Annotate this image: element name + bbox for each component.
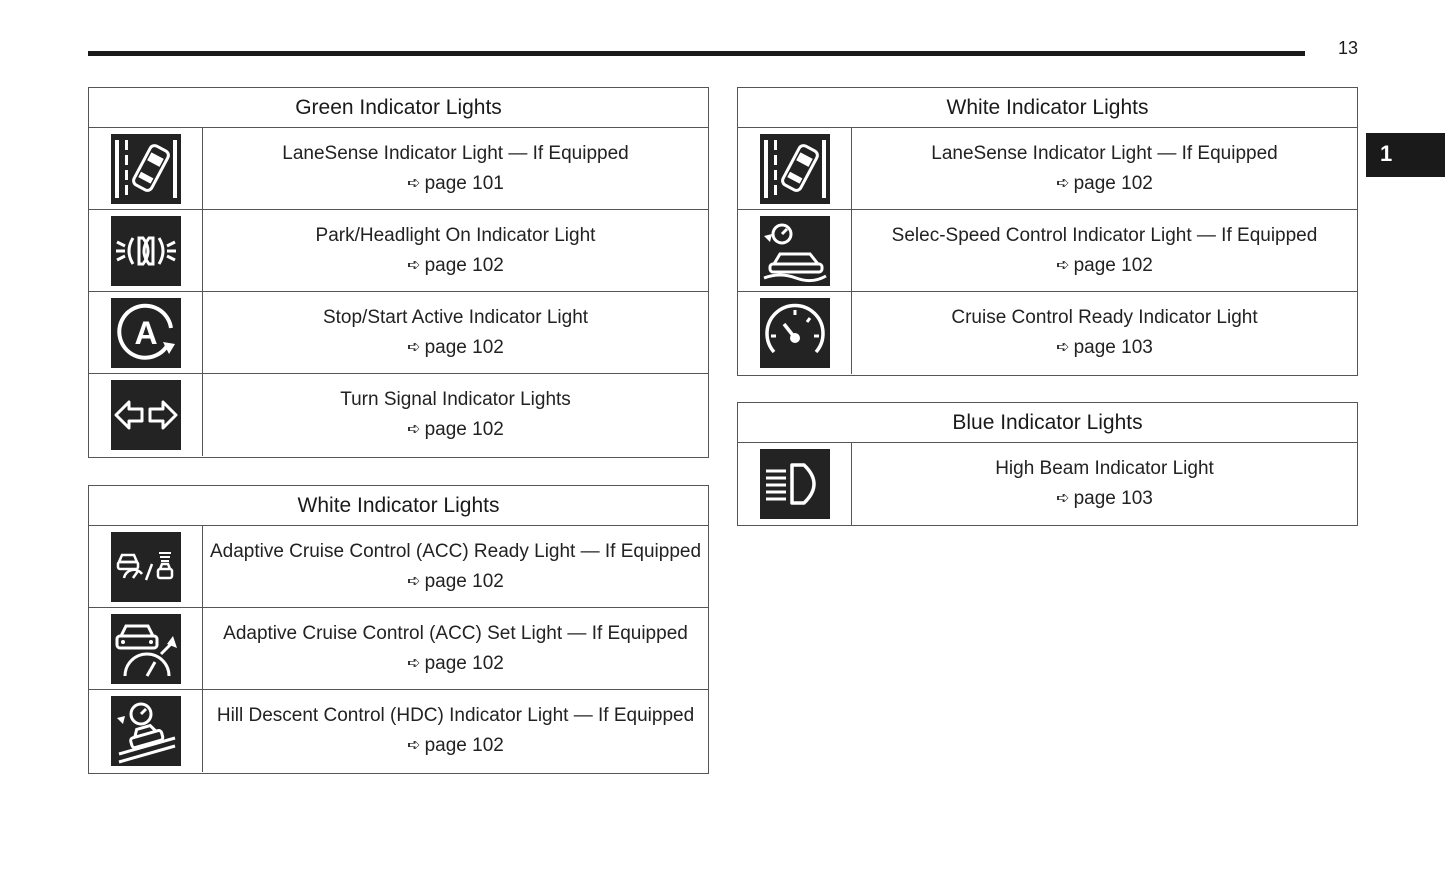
table-title: Green Indicator Lights bbox=[89, 88, 708, 128]
table-row bbox=[89, 608, 708, 690]
page-link[interactable]: ➪ page 102 bbox=[407, 333, 504, 363]
page-link[interactable]: ➪ page 102 bbox=[1056, 169, 1153, 199]
row-label: Selec-Speed Control Indicator Light — If Equipped bbox=[891, 224, 1318, 246]
page-link[interactable]: ➪ page 101 bbox=[407, 169, 504, 199]
row-label: High Beam Indicator Light bbox=[995, 458, 1214, 479]
page-number: 13 bbox=[1337, 38, 1358, 58]
page-link[interactable]: ➪ page 102 bbox=[407, 731, 504, 761]
high-beam-icon bbox=[760, 449, 830, 519]
blue-indicator-table bbox=[737, 402, 1358, 526]
table-row bbox=[738, 128, 1357, 210]
page-link[interactable]: ➪ page 102 bbox=[407, 649, 504, 679]
arrow-icon: ➪ bbox=[407, 654, 421, 672]
green-indicator-table bbox=[88, 87, 709, 458]
page-link[interactable]: ➪ page 103 bbox=[1056, 333, 1153, 363]
arrow-icon: ➪ bbox=[407, 572, 421, 590]
row-label: Adaptive Cruise Control (ACC) Ready Light — If Equipped bbox=[209, 540, 702, 562]
table-row bbox=[89, 292, 708, 374]
table-title: Blue Indicator Lights bbox=[738, 403, 1357, 443]
hill-descent-icon bbox=[111, 696, 181, 766]
row-label: Turn Signal Indicator Lights bbox=[340, 389, 571, 410]
arrow-icon: ➪ bbox=[1056, 490, 1070, 507]
selec-speed-icon bbox=[760, 216, 830, 286]
turn-signal-icon bbox=[111, 380, 181, 450]
acc-set-icon bbox=[111, 614, 181, 684]
park-headlight-icon bbox=[111, 216, 181, 286]
arrow-icon: ➪ bbox=[407, 737, 421, 754]
lanesense-icon bbox=[760, 134, 830, 204]
row-label: Cruise Control Ready Indicator Light bbox=[951, 307, 1258, 328]
chapter-tab[interactable]: 1 bbox=[1366, 133, 1445, 177]
arrow-icon: ➪ bbox=[407, 338, 421, 356]
stop-start-icon bbox=[111, 298, 181, 368]
table-row bbox=[738, 443, 1357, 525]
arrow-icon: ➪ bbox=[1056, 256, 1070, 274]
table-title: White Indicator Lights bbox=[89, 486, 708, 526]
table-row bbox=[89, 128, 708, 210]
table-row bbox=[89, 374, 708, 456]
arrow-icon: ➪ bbox=[407, 256, 421, 274]
page-link[interactable]: ➪ page 102 bbox=[1056, 251, 1153, 281]
svg-text:A: A bbox=[133, 314, 158, 351]
row-label: Hill Descent Control (HDC) Indicator Light — If Equipped bbox=[216, 705, 695, 726]
arrow-icon: ➪ bbox=[1056, 174, 1070, 192]
page-link[interactable]: ➪ page 103 bbox=[1056, 484, 1153, 514]
table-row bbox=[738, 292, 1357, 374]
arrow-icon: ➪ bbox=[1056, 339, 1070, 356]
row-label: LaneSense Indicator Light — If Equipped bbox=[931, 142, 1278, 164]
table-title: White Indicator Lights bbox=[738, 88, 1357, 128]
white-indicator-table-left bbox=[88, 485, 709, 774]
acc-ready-icon bbox=[111, 532, 181, 602]
header-rule bbox=[88, 51, 1305, 56]
row-label: Park/Headlight On Indicator Light bbox=[315, 224, 596, 246]
arrow-icon: ➪ bbox=[407, 421, 421, 438]
table-row bbox=[738, 210, 1357, 292]
row-label: Stop/Start Active Indicator Light bbox=[322, 306, 589, 328]
row-label: LaneSense Indicator Light — If Equipped bbox=[282, 142, 629, 164]
page-link[interactable]: ➪ page 102 bbox=[407, 567, 504, 597]
arrow-icon: ➪ bbox=[407, 174, 421, 192]
page-link[interactable]: ➪ page 102 bbox=[407, 415, 504, 445]
table-row bbox=[89, 526, 708, 608]
lanesense-icon bbox=[111, 134, 181, 204]
page-link[interactable]: ➪ page 102 bbox=[407, 251, 504, 281]
table-row bbox=[89, 690, 708, 772]
table-row bbox=[89, 210, 708, 292]
row-label: Adaptive Cruise Control (ACC) Set Light — If Equipped bbox=[223, 622, 688, 644]
white-indicator-table-right bbox=[737, 87, 1358, 376]
cruise-ready-icon bbox=[760, 298, 830, 368]
